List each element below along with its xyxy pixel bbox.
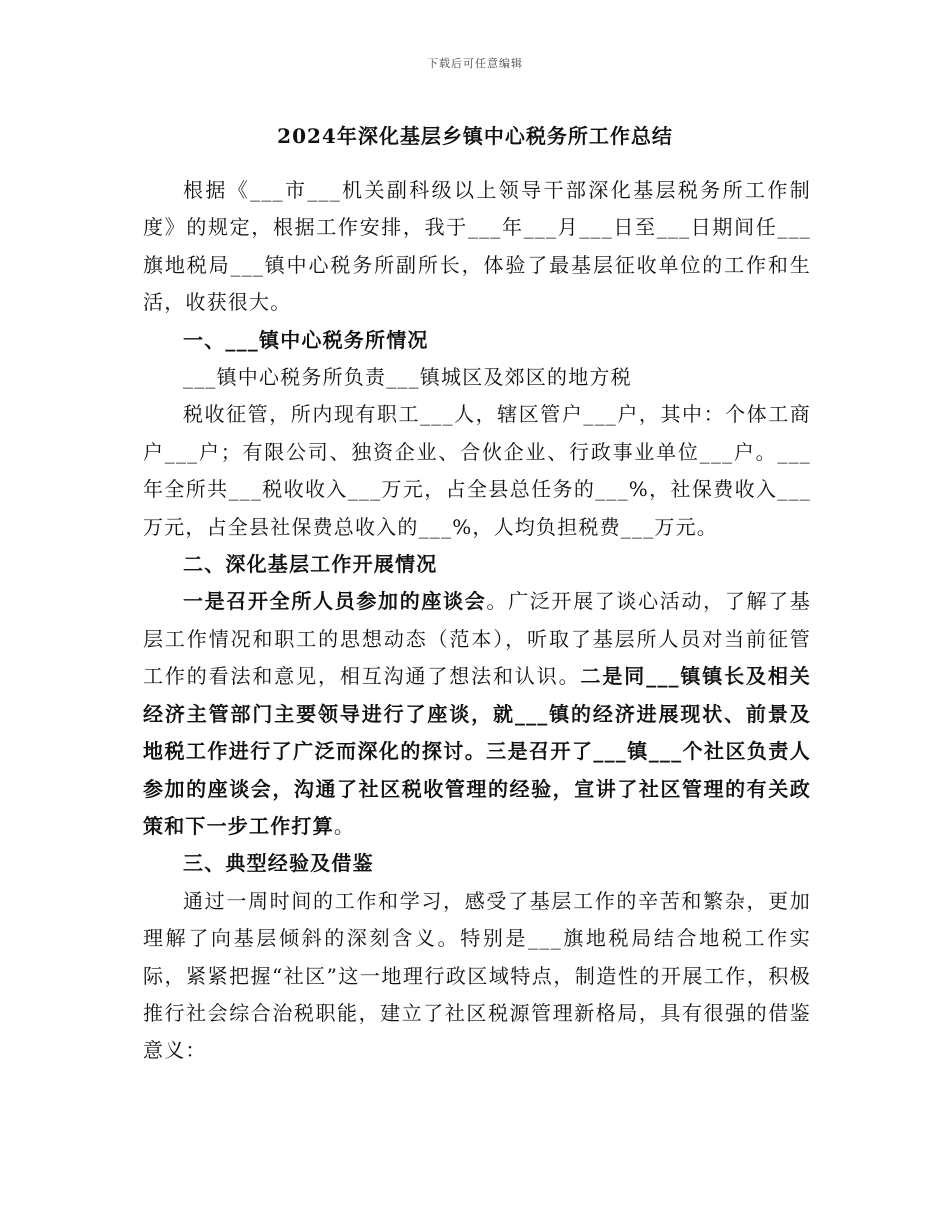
section1-first-line: ___镇中心税务所负责___镇城区及郊区的地方税 <box>183 365 632 390</box>
section3-paragraph: 通过一周时间的工作和学习，感受了基层工作的辛苦和繁杂，更加理解了向基层倾斜的深刻含义。特别是___旗地税局结合地税工作实际，紧紧把握“社区”这一地理行政区域特点，制造性的开展工作，积极推行社会综合治税职能，建立了社区税源管理新格局，具有很强的借鉴意义： <box>143 888 811 1063</box>
section-heading-3: 三、典型经验及借鉴 <box>183 851 374 876</box>
document-body <box>143 172 811 1070</box>
section-heading-1: 一、___镇中心税务所情况 <box>183 327 429 352</box>
section-heading-2: 二、深化基层工作开展情况 <box>183 552 438 577</box>
section2-bold-lead: 一是召开全所人员参加的座谈会 <box>183 589 487 614</box>
section1-paragraph: 税收征管，所内现有职工___人，辖区管户___户，其中：个体工商户___户；有限公司、独资企业、合伙企业、行政事业单位___户。___年全所共___税收收入___万元，占全县总任务的___%，社保费收入___万元，占全县社保费总收入的___%，人均负担税费___万元。 <box>143 402 811 539</box>
document-title: 2024年深化基层乡镇中心税务所工作总结 <box>277 124 673 148</box>
intro-paragraph: 根据《___市___机关副科级以上领导干部深化基层税务所工作制度》的规定，根据工作安排，我于___年___月___日至___日期间任___旗地税局___镇中心税务所副所长，体验了最基层征收单位的工作和生活，收获很大。 <box>143 178 811 315</box>
section2-bold-text: 二是同___镇镇长及相关经济主管部门主要领导进行了座谈，就___镇的经济进展现状、前景及地税工作进行了广泛而深化的探讨。三是召开了___镇___个社区负责人参加的座谈会，沟通了社区税收管理的经验，宣讲了社区管理的有关政策和下一步工作打算 <box>143 664 811 838</box>
section2-end-punct: 。 <box>333 813 356 838</box>
header-note: 下载后可任意编辑 <box>427 57 523 70</box>
section2-normal-text: 。广泛开展了谈心活动，了解了基层工作情况和职工的思想动态（范本），听取了基层所人员对当前征管工作的看法和意见，相互沟通了想法和认识。 <box>143 589 811 689</box>
section2-paragraph <box>143 583 811 845</box>
